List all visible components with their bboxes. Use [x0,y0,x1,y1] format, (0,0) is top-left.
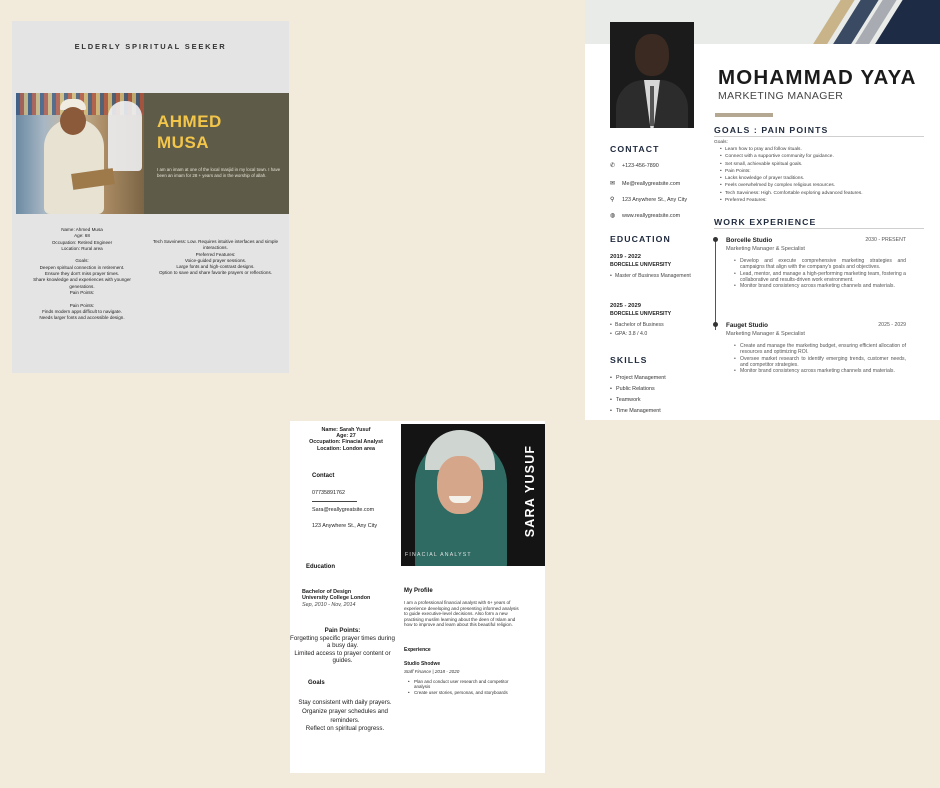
education-years: 2025 - 2029 [610,303,641,309]
experience-company: Studio Shodwe [404,661,441,667]
persona-name: AHMED MUSA [157,112,222,152]
job-bullet: • Monitor brand consistency across marketing channels and materials. [734,283,906,289]
email-text: Sara@reallygreatsite.com [312,507,375,513]
job-entry [726,322,906,374]
job-role: Marketing Manager & Specialist [726,246,805,252]
contact-heading: CONTACT [610,144,660,154]
experience-heading: Experience [404,647,431,653]
contact-row [610,212,680,219]
detail-line: Occupation: Retired Engineer [51,239,113,245]
education-school: BORCELLE UNIVERSITY [610,311,672,317]
contact-text: Me@reallygreatsite.com [622,181,681,187]
divider [312,501,357,502]
goals-list [720,146,930,204]
job-bullet: • Create and manage the marketing budget, ensuring efficient allocation of resources and optimizing ROI. [734,343,906,356]
job-bullet: • Develop and execute comprehensive marketing strategies and campaigns that align with the company's goals and objectives. [734,258,906,271]
info-line: Location: London area [316,445,376,452]
goal-item: • Learn how to pray and follow rituals. [720,146,930,153]
phone-text: 07735891762 [312,490,345,496]
job-company: Borcelle Studio [726,237,773,244]
resume-card-sara [290,421,545,773]
detail-line: Preferred Features: [195,251,236,257]
goals-label: Goals: [714,140,728,145]
pain-line: Pain Points: [324,627,361,634]
detail-line: Option to save and share favorite prayers or reflections. [158,270,273,276]
info-line: Occupation: Finacial Analyst [309,439,383,446]
experience-bullets [408,679,523,695]
profile-text: I am a professional financial analyst with 6+ years of experience developing and presenting informed analysis to guide executive-level decisions. Also form a new practising muslim learning about the deen of Islam and how to improve and learn about this beautiful religion. [404,600,519,628]
education-school: BORCELLE UNIVERSITY [610,262,672,268]
persona-info [296,427,396,452]
goal-item: • Pain Points: [720,168,930,175]
job-bullet: • Monitor brand consistency across marketing channels and materials. [734,368,906,374]
contact-row [610,162,659,169]
vertical-name: SARA YUSUF [523,444,537,538]
goal-item: • Preferred Features: [720,197,930,204]
education-entry: Bachelor of Design University College London Sep, 2010 - Nov, 2014 [302,589,371,608]
goal-line: Stay consistent with daily prayers. [298,699,392,706]
detail-line: Ensure they don't miss prayer times. [44,271,120,277]
contact-heading: Contact [312,473,335,479]
detail-line: Pain Points: [69,302,95,308]
decorative-stripes [805,0,940,44]
detail-line: Tech Savviness: Low. Requires intuitive interfaces and simple interactions. [152,239,279,251]
job-bullets [726,258,906,289]
job-dates: 2025 - 2029 [878,322,906,328]
job-bullet: • Oversee market research to identify emerging trends, customer needs, and competitor strategies. [734,356,906,369]
goals-heading: GOALS : PAIN POINTS [714,125,829,135]
education-years: 2019 - 2022 [610,254,641,260]
experience-bullet: • Plan and conduct user research and competitor analysis [408,679,523,690]
education-heading: EDUCATION [610,234,671,244]
detail-line: Pain Points: [69,289,95,295]
divider [714,136,924,137]
job-company: Fauget Studio [726,322,768,329]
education-entry [610,303,705,339]
detail-line: Large fonts and high-contrast designs. [176,264,255,270]
contact-row [610,196,687,203]
location-pin-icon: ⚲ [610,197,615,203]
persona-card-ahmed [12,21,289,373]
resume-card-mohammad [585,0,940,420]
experience-bullet: • Create user stories, personas, and storyboards [408,690,523,695]
job-dates: 2030 - PRESENT [865,237,906,243]
education-item: • Bachelor of Business [610,321,705,330]
pain-points [290,627,395,665]
skills-list [610,373,666,417]
goal-item: • Set small, achievable spiritual goals. [720,161,930,168]
skill-item: • Time Management [610,406,666,417]
persona-details-left [22,227,142,321]
accent-bar [715,113,773,117]
job-bullets [726,343,906,374]
goal-line: Reflect on spiritual progress. [305,725,385,733]
goal-line: Organize prayer schedules and reminders. [302,707,388,724]
persona-bio: I am an imam at one of the local masjid in my local town. I have been an imam for 28 + years and in the worship of allah. [157,167,281,178]
education-heading: Education [306,564,336,570]
goal-item: • Lacks knowledge of prayer traditions. [720,175,930,182]
goal-item: • Feels overwhelmed by complex religious resources. [720,182,930,189]
education-item: • Master of Business Management [610,272,705,281]
job-entry [726,237,906,289]
info-line: Name: Sarah Yusuf [321,427,371,433]
skill-item: • Public Relations [610,384,666,395]
portrait-photo [610,22,694,128]
detail-line: Deepen spiritual connection in retirement. [39,264,125,270]
timeline-dot [713,237,718,242]
goal-item: • Tech Savviness: High. Comfortable exploring advanced features. [720,190,930,197]
resume-name: MOHAMMAD YAYA [718,66,917,89]
skills-heading: SKILLS [610,355,648,365]
job-role: Marketing Manager & Specialist [726,331,805,337]
skill-item: • Project Management [610,373,666,384]
contact-text: www.reallygreatsite.com [622,213,681,219]
timeline-line [715,240,716,330]
goals-heading: Goals [308,680,325,686]
education-item: • GPA: 3.8 / 4.0 [610,330,705,339]
detail-line: Voice-guided prayer sessions. [184,257,247,263]
experience-heading: WORK EXPERIENCE [714,217,817,227]
detail-line: Age: 68 [74,233,90,239]
goal-item: • Connect with a supportive community for guidance. [720,153,930,160]
detail-line: Needs larger fonts and accessible design. [39,315,125,321]
detail-line: Name: Ahmed Musa [61,227,103,232]
detail-line: Share knowledge and experiences with younger generations. [33,277,131,289]
profile-heading: My Profile [404,588,433,594]
globe-icon: ◍ [610,213,616,219]
contact-row [610,180,680,187]
detail-line: Finds modern apps difficult to navigate. [42,308,122,314]
header-band [16,93,289,214]
contact-text: +123-456-7890 [622,163,659,169]
education-entry [610,254,705,281]
card-title: ELDERLY SPIRITUAL SEEKER [74,42,227,51]
portrait-photo [16,93,144,214]
mail-icon: ✉ [610,181,616,187]
timeline-dot [713,322,718,327]
detail-line: Goals: [75,258,89,264]
portrait-photo [401,424,545,566]
resume-role: MARKETING MANAGER [718,90,844,102]
goals-list [290,699,400,734]
address-text: 123 Anywhere St., Any City [312,523,378,529]
pain-line: Limited access to prayer content or guides. [294,649,391,665]
job-bullet: • Lead, mentor, and manage a high-performing marketing team, fostering a collaborative and results-driven work environment. [734,271,906,284]
vertical-role: FINACIAL ANALYST [405,552,472,558]
pain-line: Forgetting specific prayer times during a busy day. [290,634,395,650]
phone-icon: ✆ [610,163,616,169]
skill-item: • Teamwork [610,395,666,406]
divider [714,228,924,229]
contact-text: 123 Anywhere St., Any City [622,197,688,203]
experience-role: Staff Finance | 2018 - 2020 [404,669,460,674]
info-line: Age: 27 [336,433,356,440]
detail-line: Location: Rural area [61,245,103,251]
persona-details-right [152,239,279,277]
